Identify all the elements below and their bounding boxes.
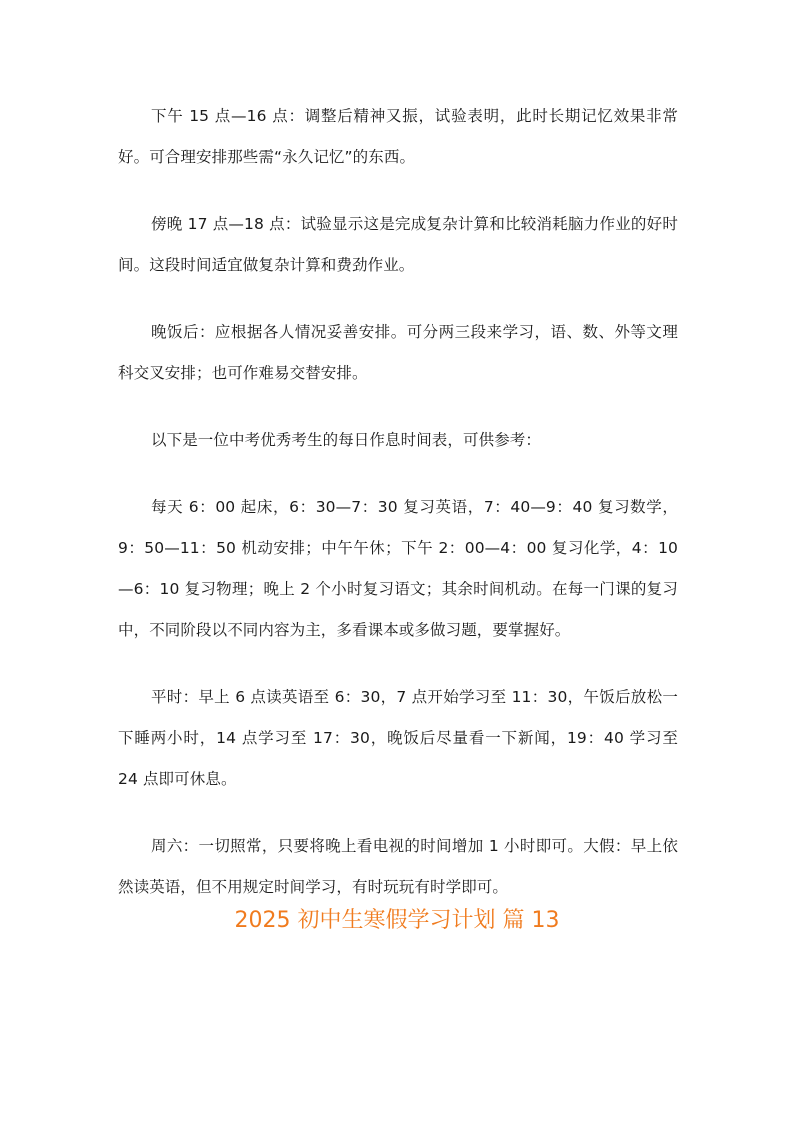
paragraph-weekday-schedule: 平时：早上 6 点读英语至 6：30，7 点开始学习至 11：30，午饭后放松一下睡两小时，14 点学习至 17：30，晚饭后尽量看一下新闻，19：40 学习至 24 点即可休息。	[118, 688, 678, 788]
paragraph-evening-computation: 傍晚 17 点—18 点：试验显示这是完成复杂计算和比较消耗脑力作业的好时间。这段时间适宜做复杂计算和费劲作业。	[118, 215, 678, 274]
paragraph-daily-schedule: 每天 6：00 起床，6：30—7：30 复习英语，7：40—9：40 复习数学，9：50—11：50 机动安排；中午午休；下午 2：00—4：00 复习化学，4：10—6：10 复习物理；晚上 2 个小时复习语文；其余时间机动。在每一门课的复习中，不同阶段以不同内容为主，多看课本或多做习题，要掌握好。	[118, 498, 678, 639]
paragraph-after-dinner: 晚饭后：应根据各人情况妥善安排。可分两三段来学习，语、数、外等文理科交叉安排；也可作难易交替安排。	[118, 323, 678, 382]
section-heading: 2025 初中生寒假学习计划 篇 13	[234, 908, 560, 933]
paragraph-schedule-intro: 以下是一位中考优秀考生的每日作息时间表，可供参考：	[151, 431, 542, 449]
paragraph-afternoon-memory: 下午 15 点—16 点：调整后精神又振，试验表明，此时长期记忆效果非常好。可合理安排那些需“永久记忆”的东西。	[118, 107, 678, 166]
document-body	[118, 96, 678, 934]
paragraph-weekend-schedule: 周六：一切照常，只要将晚上看电视的时间增加 1 小时即可。大假：早上依然读英语，但不用规定时间学习，有时玩玩有时学即可。	[118, 837, 678, 896]
